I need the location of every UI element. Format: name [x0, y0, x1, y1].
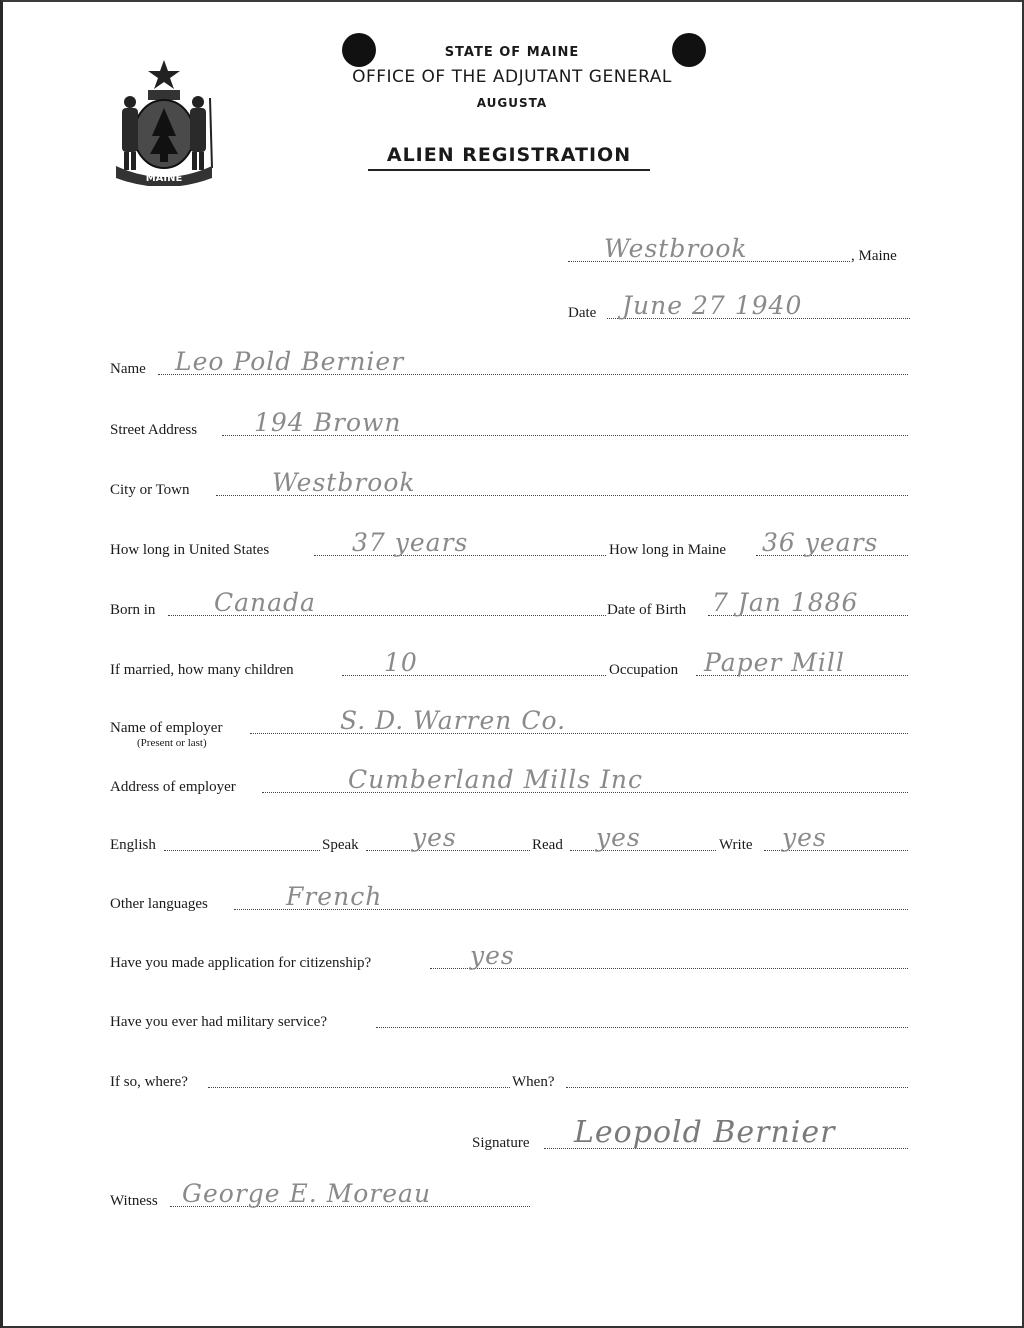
place-suffix: , Maine: [851, 248, 897, 264]
born-row: [0, 588, 1024, 621]
citizenship-label: Have you made application for citizenship?: [110, 955, 372, 971]
employer-row: [0, 706, 1024, 749]
signature-value: Leopold Bernier: [574, 1115, 836, 1150]
employer-label: Name of employer: [110, 720, 223, 736]
how-long-us-value: 37 years: [352, 528, 469, 557]
read-value: yes: [596, 823, 641, 852]
military-line: [376, 1027, 908, 1028]
how-long-us-label: How long in United States: [110, 542, 270, 558]
write-label: Write: [719, 837, 753, 853]
signature-label: Signature: [472, 1135, 530, 1151]
date-row: [0, 291, 1024, 324]
employer-value: S. D. Warren Co.: [340, 706, 567, 735]
header-city: AUGUSTA: [476, 96, 548, 110]
header-office: OFFICE OF THE ADJUTANT GENERAL: [352, 67, 672, 87]
english-row: [0, 823, 1024, 856]
witness-row: [0, 1179, 1024, 1212]
employer-address-label: Address of employer: [110, 779, 236, 795]
employer-address-row: [0, 765, 1024, 798]
other-languages-row: [0, 882, 1024, 915]
place-row: [0, 234, 1024, 267]
dob-label: Date of Birth: [607, 602, 687, 618]
military-row: [0, 1009, 1024, 1033]
employer-sublabel: (Present or last): [137, 737, 207, 749]
where-line: [208, 1087, 510, 1088]
witness-value: George E. Moreau: [182, 1179, 432, 1208]
children-value: 10: [384, 648, 418, 677]
english-label: English: [110, 837, 156, 853]
read-line: [570, 850, 716, 851]
citizenship-value: yes: [470, 941, 515, 970]
when-label: When?: [512, 1074, 555, 1090]
witness-label: Witness: [110, 1193, 158, 1209]
born-in-value: Canada: [214, 588, 316, 617]
born-in-label: Born in: [110, 602, 156, 618]
where-label: If so, where?: [110, 1074, 188, 1090]
city-label: City or Town: [110, 482, 190, 498]
where-when-row: [0, 1069, 1024, 1093]
how-long-maine-label: How long in Maine: [609, 542, 727, 558]
street-label: Street Address: [110, 422, 198, 438]
date-value: June 27 1940: [622, 291, 803, 320]
name-value: Leo Pold Bernier: [175, 347, 405, 376]
signature-row: [0, 1115, 1024, 1154]
header-state: STATE OF MAINE: [444, 45, 580, 60]
name-label: Name: [110, 361, 146, 377]
dob-value: 7 Jan 1886: [712, 588, 859, 617]
date-label: Date: [568, 305, 597, 321]
how-long-maine-value: 36 years: [762, 528, 879, 557]
when-line: [566, 1087, 908, 1088]
citizenship-row: [0, 941, 1024, 974]
name-row: [0, 347, 1024, 380]
write-value: yes: [782, 823, 827, 852]
speak-value: yes: [412, 823, 457, 852]
read-label: Read: [532, 837, 563, 853]
other-languages-label: Other languages: [110, 896, 208, 912]
city-row: [0, 468, 1024, 501]
speak-label: Speak: [322, 837, 359, 853]
employer-address-value: Cumberland Mills Inc: [348, 765, 643, 794]
occupation-value: Paper Mill: [704, 648, 845, 677]
form-title: ALIEN REGISTRATION: [368, 144, 650, 171]
street-value: 194 Brown: [254, 408, 402, 437]
city-value: Westbrook: [272, 468, 416, 497]
seal-text: MAINE: [145, 173, 183, 184]
english-line: [164, 850, 320, 851]
military-label: Have you ever had military service?: [110, 1014, 327, 1030]
children-label: If married, how many children: [110, 662, 294, 678]
children-row: [0, 648, 1024, 681]
how-long-row: [0, 528, 1024, 561]
children-line: [342, 675, 606, 676]
street-row: [0, 408, 1024, 441]
other-languages-value: French: [286, 882, 383, 911]
occupation-label: Occupation: [609, 662, 679, 678]
place-value: Westbrook: [604, 234, 748, 263]
